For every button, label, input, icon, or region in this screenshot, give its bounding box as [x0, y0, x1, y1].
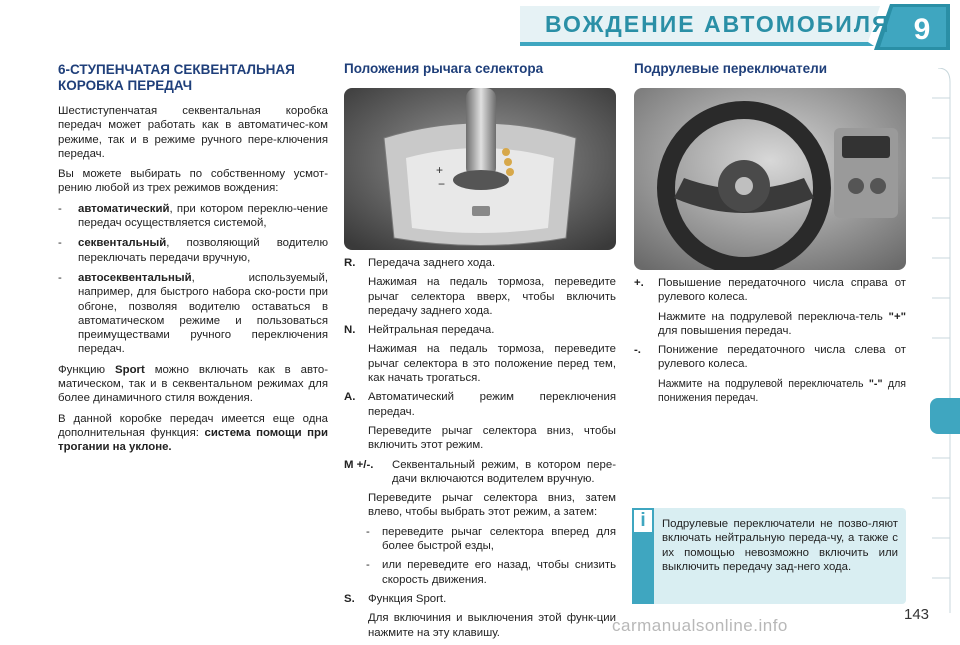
position-m-step — [344, 491, 616, 520]
side-tabs — [928, 68, 960, 613]
middle-column — [344, 62, 616, 86]
selector-title: Положения рычага селектора — [344, 61, 544, 76]
paddle-items — [634, 276, 906, 410]
paddle-key: +. — [634, 277, 644, 289]
position-m — [344, 458, 616, 487]
position-key: A. — [344, 391, 356, 404]
position-desc: Передача заднего хода. — [368, 257, 496, 269]
tab-outline — [928, 68, 960, 613]
sub-text: переведите рычаг селектора вперед для более быстрой езды, — [382, 525, 616, 553]
position-desc: Нейтральная передача. — [368, 324, 495, 337]
sport-paragraph — [58, 363, 328, 406]
step-text-a: Нажмите на подрулевой переключа-тель — [658, 310, 889, 323]
position-key: M +/-. — [344, 458, 374, 471]
position-desc: Автоматический режим переключения передач. — [368, 391, 616, 418]
mode-item-autosequential — [58, 271, 328, 357]
mode-name: секвентальный — [78, 237, 167, 250]
bullet-icon — [344, 491, 368, 520]
step-bold: "+" — [888, 310, 906, 323]
step-text: Нажимая на педаль тормоза, переведите рычаг селектора вверх, чтобы включить передачу заднего хода. — [368, 276, 616, 317]
position-a-step — [344, 424, 616, 453]
step-text-a: Нажмите на подрулевой переключатель — [658, 377, 869, 390]
bullet-icon — [634, 377, 658, 406]
mode-item-automatic — [58, 202, 328, 231]
mode-desc: , при котором переклю-чение передач осуществляется системой, — [78, 202, 328, 230]
intro-paragraph: Шестиступенчатая секвентальная коробка передач может работать как в автоматичес-ком режиме, так и в режиме ручного пере-ключения передач. — [58, 105, 328, 160]
page-header — [0, 0, 960, 52]
position-desc: Секвентальный режим, в котором пере-дачи включаются водителем вручную. — [392, 458, 616, 485]
right-column — [634, 62, 906, 86]
position-s-step — [344, 611, 616, 640]
svg-text:+: + — [436, 163, 444, 177]
paddle-desc: Повышение передаточного числа справа от рулевого колеса. — [658, 277, 906, 304]
sport-bold: Sport — [115, 363, 145, 376]
position-key: R. — [344, 257, 356, 269]
section-title-line2: КОРОБКА ПЕРЕДАЧ — [58, 78, 193, 93]
mode-name: автоматический — [78, 202, 170, 215]
position-desc: Функция Sport. — [368, 592, 447, 605]
gear-selector-photo — [344, 88, 616, 250]
paddle-desc: Понижение передаточного числа слева от рулевого колеса. — [658, 344, 906, 371]
position-r — [344, 256, 616, 270]
info-text: Подрулевые переключатели не позво-ляют включать нейтральную переда-чу, а также с их помощью невозможно включить или выключить передачу зад-него хода. — [662, 518, 898, 573]
bullet-icon — [344, 342, 368, 385]
steering-wheel-illustration — [634, 88, 906, 270]
watermark: carmanualsonline.info — [612, 616, 788, 635]
bullet-icon — [344, 424, 368, 453]
paddle-minus — [634, 343, 906, 372]
position-r-step — [344, 275, 616, 318]
section-title — [58, 62, 328, 94]
sport-text-b: можно включать как в авто-матическом, так и в секвентальном режимах для более динамичного стиля вождения. — [58, 363, 328, 405]
hill-text-a: В данной коробке передач имеется еще одна дополнительная функция: — [58, 412, 328, 439]
step-text: Переведите рычаг селектора вниз, затем влево, чтобы выбрать этот режим, а затем: — [368, 492, 616, 519]
hill-bold: система помощи при трогании на уклоне. — [58, 426, 328, 454]
mode-name: автосеквентальный — [78, 271, 192, 284]
paddle-plus — [634, 276, 906, 305]
dash-marker: - — [366, 559, 370, 572]
position-m-sub2 — [344, 558, 616, 587]
steering-wheel-photo — [634, 88, 906, 270]
page-number: 143 — [904, 606, 930, 623]
mode-desc: , используемый, например, для быстрого набора ско-рости при обгоне, позволяя водителю оставаться в автоматическом режиме и пользоваться преимуществами ручного переключения передач. — [78, 271, 328, 356]
sub-text: или переведите его назад, чтобы снизить скорость движения. — [382, 559, 616, 586]
modes-paragraph: Вы можете выбирать по собственному усмот-рению любой из трех режимов вождения: — [58, 168, 328, 195]
bullet-icon — [344, 611, 368, 640]
mode-item-sequential — [58, 236, 328, 265]
mode-desc: , позволяющий водителю переключать передачи вручную, — [78, 237, 328, 264]
position-n-step — [344, 342, 616, 385]
paddles-title: Подрулевые переключатели — [634, 61, 828, 76]
gear-selector-illustration — [344, 88, 616, 250]
left-column — [58, 62, 328, 461]
info-icon: i — [634, 510, 652, 532]
position-key: S. — [344, 592, 355, 605]
hill-assist-paragraph — [58, 412, 328, 455]
bullet-icon — [634, 310, 658, 339]
dash-marker: - — [58, 202, 62, 215]
active-chapter-tab[interactable] — [930, 398, 960, 434]
section-title-line1: 6-СТУПЕНЧАТАЯ СЕКВЕНТАЛЬНАЯ — [58, 62, 295, 77]
step-text-b: для повышения передач. — [658, 324, 792, 337]
position-a — [344, 390, 616, 419]
position-key: N. — [344, 324, 356, 337]
selector-positions — [344, 256, 616, 645]
step-text: Переведите рычаг селектора вниз, чтобы включить этот режим. — [368, 424, 616, 452]
step-bold: "-" — [868, 377, 883, 390]
svg-text:−: − — [438, 177, 446, 191]
position-s — [344, 592, 616, 606]
position-n — [344, 323, 616, 337]
step-text: Для включиния и выключения этой функ-ции нажмите на эту клавишу. — [368, 612, 616, 639]
paddle-minus-step — [634, 377, 906, 406]
dash-marker: - — [58, 271, 62, 284]
position-m-sub1 — [344, 525, 616, 554]
dash-marker: - — [58, 237, 62, 250]
chapter-number: 9 — [913, 13, 931, 46]
chapter-title: ВОЖДЕНИЕ АВТОМОБИЛЯ — [545, 11, 891, 37]
sport-text-a: Функцию — [58, 363, 116, 376]
bullet-icon — [344, 275, 368, 318]
paddle-plus-step — [634, 310, 906, 339]
dash-marker: - — [366, 525, 370, 538]
step-text-b: для понижения передач. — [658, 377, 906, 405]
step-text: Нажимая на педаль тормоза, переведите рычаг селектора в это положение перед тем, как начать трогаться. — [368, 343, 616, 385]
paddle-key: -. — [634, 344, 641, 357]
